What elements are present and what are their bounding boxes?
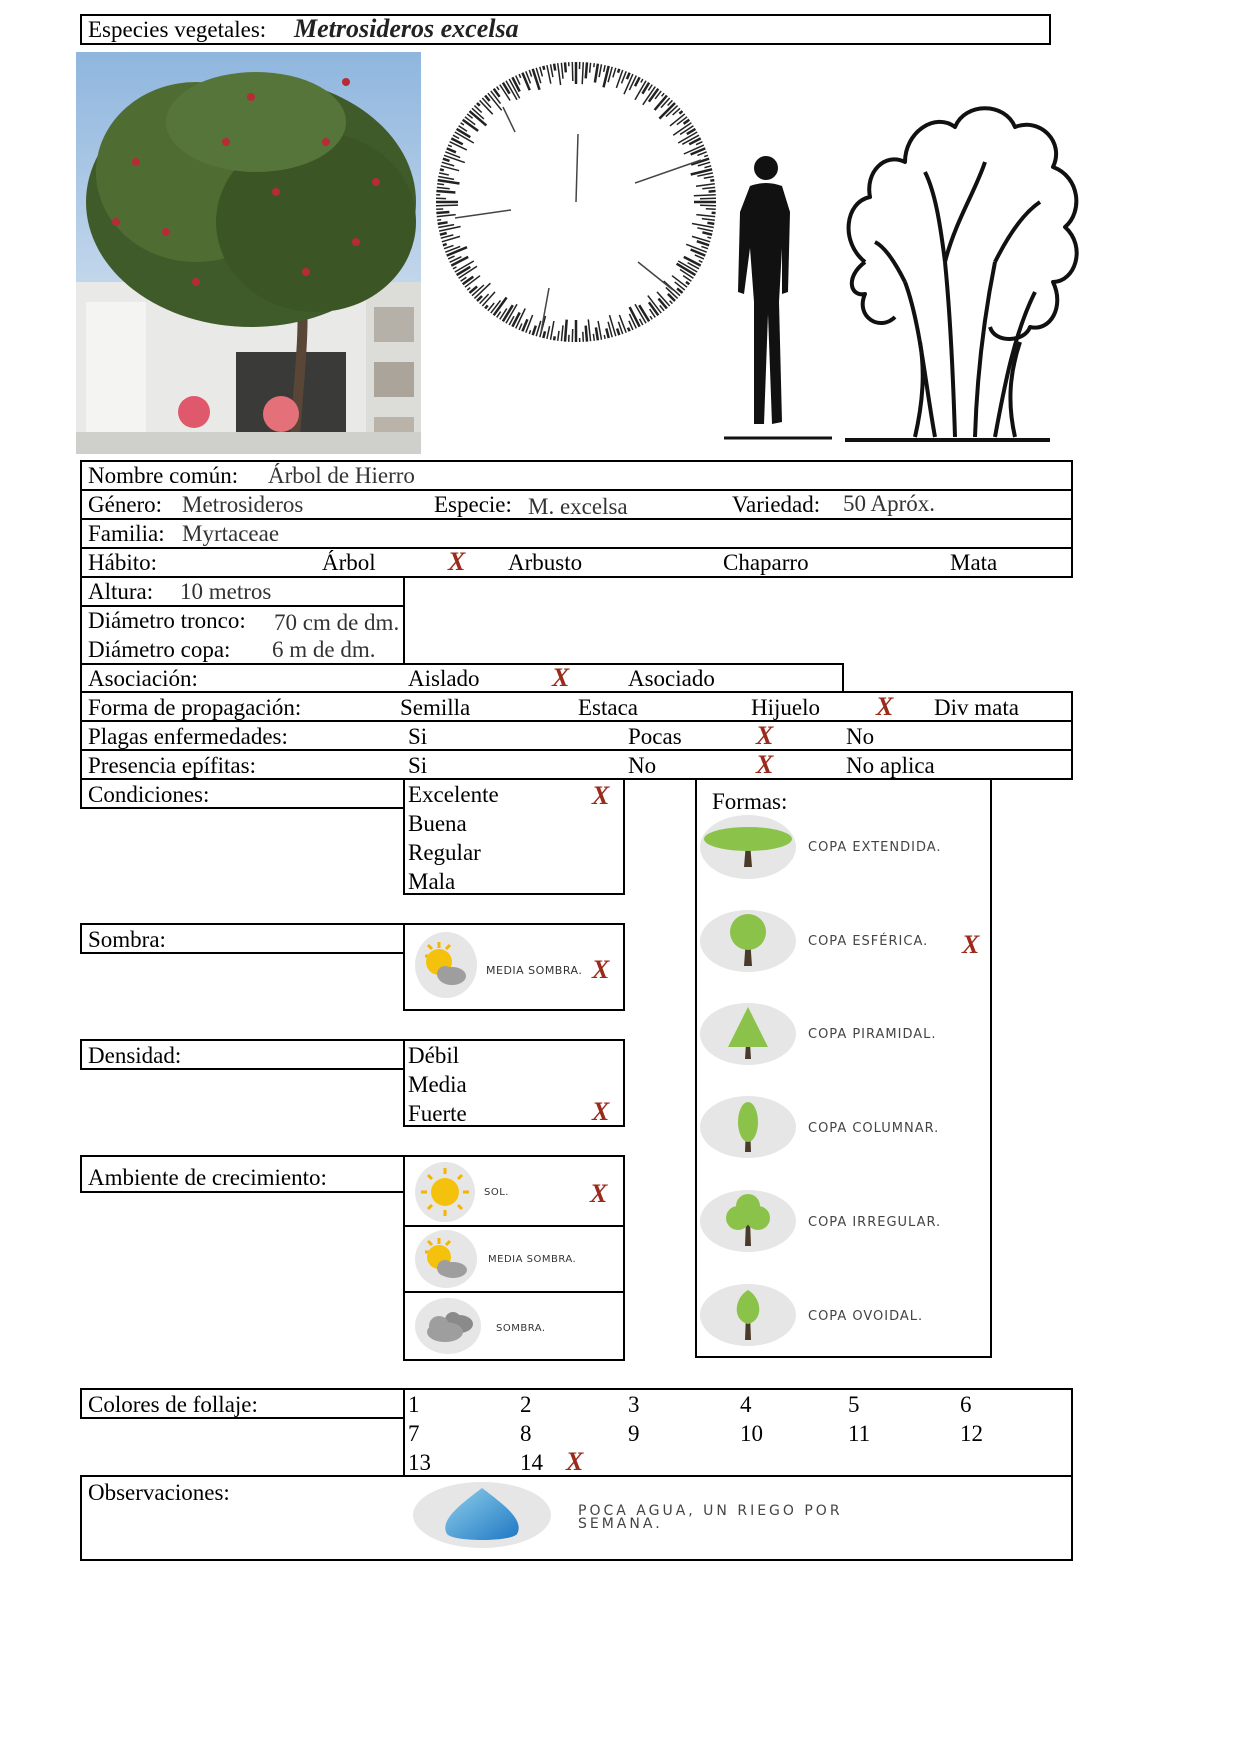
clock-tick [438,222,448,224]
clock-tick [457,267,471,275]
especie-value: M. excelsa [528,494,628,519]
clock-tick [529,70,531,77]
clock-tick [448,145,452,147]
col-line [623,1039,625,1127]
clock-tick [477,296,482,301]
clock-tick [447,148,456,152]
clock-tick [582,62,583,84]
clock-tick [586,62,587,78]
familia-label: Familia: [88,521,165,546]
clock-tick [512,313,519,327]
clock-tick [702,219,715,221]
col-line [403,1388,405,1476]
clock-tick [670,301,673,304]
condiciones-label: Condiciones: [88,782,210,807]
condiciones-option-excelente: Excelente [408,782,499,807]
habito-option-arbol: Árbol [322,550,376,575]
sombra-label: Sombra: [88,927,166,952]
forma-copa-irregular: COPA IRREGULAR. [808,1215,942,1230]
row-line [403,1291,625,1293]
clock-tick [679,111,682,114]
color-number: 9 [628,1421,640,1446]
clock-tick [457,129,471,137]
col-line [403,576,405,664]
observaciones-text-line1: POCA AGUA, UN RIEGO POR [578,1503,843,1519]
clock-tick [650,316,652,319]
clock-tick [565,320,567,342]
row-line [80,691,1073,693]
row-line [80,1388,1073,1390]
clock-tick [677,288,682,293]
clock-tick [572,62,573,81]
variedad-label: Variedad: [732,492,821,517]
tree-drawing-icon [825,82,1087,446]
plagas-option-pocas: Pocas [628,724,682,749]
row-line [80,720,1073,722]
clock-tick [662,93,665,96]
clock-tick [438,177,454,180]
clock-tick [533,326,536,336]
row-line [403,1225,625,1227]
col-line [80,1388,82,1418]
row-line [80,1191,405,1193]
color-number: 5 [848,1392,860,1417]
clock-tick [704,155,708,156]
clock-tick [558,331,559,341]
epifitas-label: Presencia epífitas: [88,753,256,778]
clock-tick [547,326,550,339]
plagas-option-si: Si [408,724,428,749]
clock-tick [700,205,716,206]
clock-tick [617,329,619,336]
row-line [80,576,1073,578]
clock-tick [565,62,566,72]
row-line [80,1039,625,1041]
ambiente-label: Ambiente de crecimiento: [88,1165,327,1190]
sun-icon [415,1162,475,1222]
col-line [80,1155,82,1192]
clock-tick [628,328,630,332]
clock-tick [453,135,459,138]
clock-tick [700,198,716,199]
epifitas-option-si: Si [408,753,428,778]
canopy-extended-icon [700,815,796,879]
propagacion-label: Forma de propagación: [88,695,302,720]
densidad-option-fuerte: Fuerte [408,1101,467,1126]
col-line [403,923,405,1010]
variedad-value: 50 Apróx. [843,491,935,516]
clock-tick [461,123,464,125]
clock-tick [551,64,553,77]
col-line [1071,691,1073,779]
clock-tick [443,244,447,245]
ambiente-item-sol: SOL. [484,1187,509,1198]
densidad-option-media: Media [408,1072,467,1097]
row-line [80,1068,405,1070]
clock-tick [437,215,456,217]
clock-tick [586,326,587,342]
row-line [80,749,1073,751]
clock-tick [554,64,555,71]
clock-tick [558,63,561,85]
clock-tick [705,166,712,168]
condiciones-mark: X [592,781,610,810]
clock-tick [619,315,626,333]
clock-tick [436,212,449,213]
row-line [80,663,842,665]
epifitas-option-no: No [628,753,657,778]
half-shade-icon [415,932,477,998]
propagacion-option-estaca: Estaca [578,695,639,720]
observaciones-label: Observaciones: [88,1480,230,1505]
colores-mark: X [566,1447,584,1476]
clock-tick [547,65,551,84]
clock-tick [641,79,643,83]
row-line [403,1009,625,1011]
clock-tick [596,327,598,340]
nombre-comun-value: Árbol de Hierro [268,463,415,488]
forma-copa-ovoidal: COPA OVOIDAL. [808,1309,924,1324]
canopy-pyramidal-icon [700,1003,796,1065]
formas-mark: X [962,930,980,959]
row-line [80,1155,625,1157]
clock-tick [543,66,544,70]
clock-tick [441,235,454,238]
habito-mark: X [448,547,466,576]
person-silhouette-icon [724,152,832,444]
clock-tick [697,241,709,245]
propagacion-option-hijuelo: Hijuelo [751,695,820,720]
water-drop-icon [413,1482,551,1548]
canopy-irregular-icon [700,1190,796,1252]
altura-label: Altura: [88,579,154,604]
clock-tick [675,282,685,290]
clock-tick [485,96,490,101]
row-line [80,923,625,925]
row-line [80,1417,405,1419]
clock-tick [702,187,715,188]
diametro-tronco-value: 70 cm de dm. [274,610,400,635]
forma-copa-esferica: COPA ESFÉRICA. [808,934,929,949]
row-line [80,807,405,809]
row-line [80,460,1073,462]
clock-tick [606,328,608,338]
ambiente-mark: X [590,1179,608,1208]
clock-tick [593,334,594,341]
clock-tick [438,180,460,183]
col-line [403,1155,405,1360]
colores-label: Colores de follaje: [88,1392,258,1417]
clock-tick [707,237,711,238]
habito-option-chaparro: Chaparro [723,550,809,575]
familia-value: Myrtaceae [182,521,280,546]
clock-tick [659,299,667,309]
color-number: 6 [960,1392,972,1417]
clock-tick [613,68,616,78]
col-line [80,778,82,808]
col-line [1071,460,1073,577]
col-line [1071,1388,1073,1476]
genero-value: Metrosideros [182,492,304,517]
clock-tick [710,180,714,181]
ambiente-item-sombra: SOMBRA. [496,1323,546,1334]
diametro-copa-label: Diámetro copa: [88,637,231,662]
clock-tick [696,215,715,217]
ambiente-item-media-sombra: MEDIA SOMBRA. [488,1254,577,1265]
clock-tick [604,335,605,339]
color-number: 2 [520,1392,532,1417]
clock-tick [533,69,540,90]
clock-tick [561,63,563,79]
clock-tick [554,336,555,340]
clock-tick [588,319,590,341]
clock-tick [684,120,690,124]
clock-tick [436,191,455,193]
col-line [80,923,82,953]
clock-tick [616,70,622,88]
clock-graphic [433,52,719,352]
clock-tick [453,267,457,269]
clock-tick [697,228,713,231]
color-number: 13 [408,1450,431,1475]
color-number: 10 [740,1421,763,1446]
clock-tick [583,332,584,342]
diametro-tronco-label: Diámetro tronco: [88,608,246,633]
col-line [80,1039,82,1069]
clock-tick [522,73,529,91]
col-line [623,1155,625,1360]
clock-tick [627,73,630,79]
clock-tick [561,325,563,341]
forma-copa-extendida: COPA EXTENDIDA. [808,840,942,855]
clock-tick [649,89,658,102]
clock-tick [540,67,543,77]
clock-tick [438,225,454,228]
clock-tick [519,74,521,78]
color-number: 3 [628,1392,640,1417]
clock-tick [442,162,454,166]
clock-tick [497,312,501,318]
clock-tick [707,223,714,224]
clock-tick [443,159,450,161]
clock-tick [543,331,545,338]
half-shade-icon [415,1230,477,1288]
clock-tick [599,64,601,77]
clock-tick [485,305,488,308]
genero-label: Género: [88,492,163,517]
clock-tick [694,195,716,196]
clock-tick [437,220,441,221]
row-line [403,1359,625,1361]
habito-option-arbusto: Arbusto [508,550,583,575]
row-line [80,547,1073,549]
clock-tick [436,205,458,206]
clock-tick [448,256,454,259]
canopy-spherical-icon [700,910,796,972]
clock-tick [467,288,470,291]
sombra-mark: X [592,955,610,984]
color-number: 4 [740,1392,752,1417]
altura-value: 10 metros [180,579,272,604]
clock-tick [635,77,640,86]
epifitas-option-no-aplica: No aplica [846,753,935,778]
canopy-ovoid-icon [700,1284,796,1346]
cloud-icon [415,1298,481,1354]
clock-tick [437,184,444,185]
plagas-option-no: No [846,724,875,749]
clock-tick [440,169,444,170]
clock-tick [696,184,715,187]
col-line [80,460,82,778]
sombra-icon-label: MEDIA SOMBRA. [486,964,583,977]
clock-tick [497,87,499,90]
habito-label: Hábito: [88,550,157,575]
row-line [80,952,405,954]
especie-label: Especie: [434,492,512,517]
col-line [623,778,625,895]
clock-tick [519,324,522,330]
clock-tick [437,187,450,188]
formas-label: Formas: [712,789,788,814]
color-number: 14 [520,1450,543,1475]
clock-tick [648,85,652,91]
diametro-copa-value: 6 m de dm. [272,637,376,662]
clock-tick [444,245,454,248]
clock-tick [686,282,689,284]
col-line [623,923,625,1010]
col-line [842,663,844,692]
color-number: 7 [408,1421,420,1446]
clock-tick [439,173,449,175]
tree-photo [76,52,421,454]
forma-copa-piramidal: COPA PIRAMIDAL. [808,1027,937,1042]
clock-tick [701,246,708,248]
clock-tick [440,233,447,235]
clock-tick [699,261,703,263]
forma-copa-columnar: COPA COLUMNAR. [808,1121,940,1136]
clock-tick [512,77,519,91]
asociacion-mark: X [552,663,570,692]
clock-tick [463,277,474,285]
propagacion-option-div-mata: Div mata [934,695,1019,720]
asociacion-option-aislado: Aislado [408,666,480,691]
clock-tick [595,64,598,83]
nombre-comun-label: Nombre común: [88,463,239,488]
propagacion-option-semilla: Semilla [400,695,471,720]
canopy-columnar-icon [700,1096,796,1158]
clock-tick [529,330,530,334]
plagas-mark: X [756,721,774,750]
propagacion-mark: X [876,692,894,721]
clock-tick [696,142,702,145]
clock-tick [590,63,591,73]
asociacion-label: Asociación: [88,666,198,691]
header-label: Especies vegetales: [88,17,267,42]
clock-tick [640,319,643,325]
clock-tick [702,232,712,234]
clock-tick [604,65,605,72]
densidad-mark: X [592,1097,610,1126]
clock-tick [706,209,716,210]
densidad-option-debil: Débil [408,1043,460,1068]
plagas-label: Plagas enfermedades: [88,724,288,749]
asociacion-option-asociado: Asociado [628,666,715,691]
condiciones-option-mala: Mala [408,869,456,894]
col-line [403,778,405,895]
clock-tick [709,191,716,192]
observaciones-text-line2: SEMANA. [578,1516,663,1532]
clock-tick [629,76,636,91]
color-number: 1 [408,1392,420,1417]
color-number: 8 [520,1421,532,1446]
clock-tick [704,177,714,179]
condiciones-option-buena: Buena [408,811,467,836]
clock-tick [594,63,595,67]
color-number: 11 [848,1421,871,1446]
densidad-label: Densidad: [88,1043,182,1068]
condiciones-option-regular: Regular [408,840,481,865]
color-number: 12 [960,1421,983,1446]
species-title: Metrosideros excelsa [294,14,519,43]
col-line [403,1039,405,1127]
clock-tick [477,103,480,106]
habito-option-mata: Mata [950,550,998,575]
clock-tick [618,69,619,73]
epifitas-mark: X [756,750,774,779]
row-line [80,605,405,607]
